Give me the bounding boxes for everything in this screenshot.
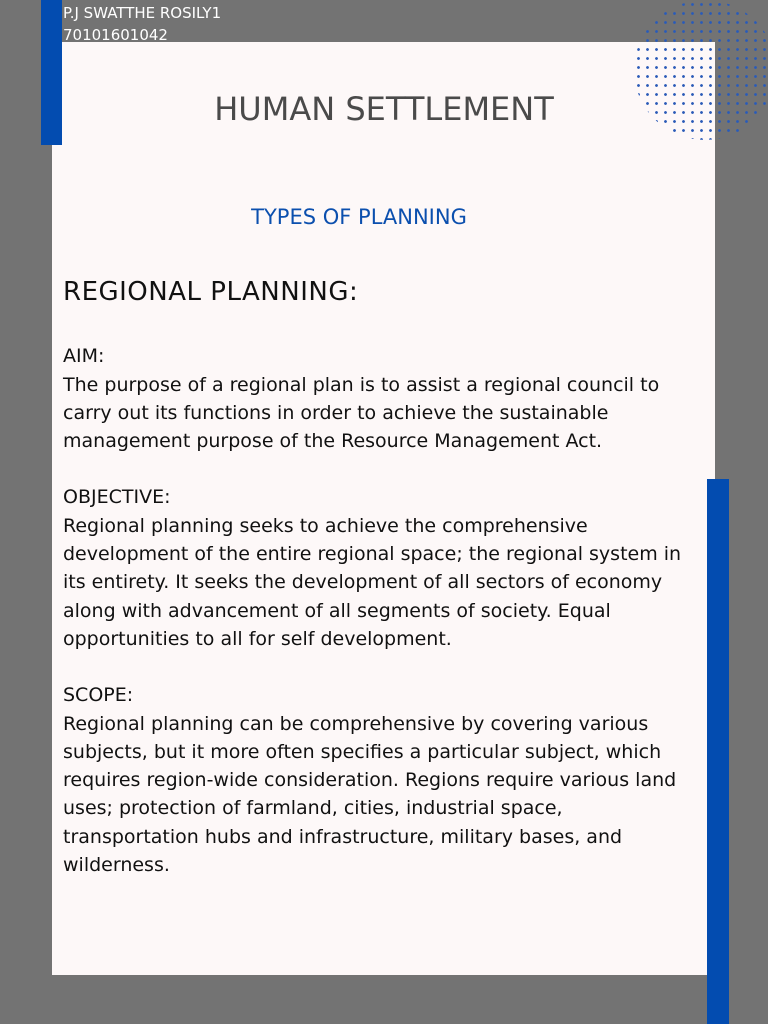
page-subtitle: TYPES OF PLANNING bbox=[251, 205, 467, 229]
right-accent-bar bbox=[707, 479, 729, 1024]
content bbox=[63, 278, 703, 907]
section-aim bbox=[63, 342, 703, 455]
author-id: 70101601042 bbox=[63, 26, 168, 44]
section-label: AIM: bbox=[63, 345, 105, 368]
section-label: OBJECTIVE: bbox=[63, 486, 171, 509]
section-text: Regional planning seeks to achieve the comprehensive development of the entire regional space; the regional system in its entirety. It seeks the development of all sectors of economy along with advancement of all segments of society. Equal opportunities to all for self development. bbox=[63, 514, 682, 650]
section-label: SCOPE: bbox=[63, 684, 134, 707]
author-name: P.J SWATTHE ROSILY1 bbox=[63, 4, 222, 22]
section-text: Regional planning can be comprehensive by covering various subjects, but it more often specifies a particular subject, which requires region-wide consideration. Regions require various land uses; protection of farmland, cities, industrial space, transportation hubs and infrastructure, military bases, and wilderness. bbox=[63, 712, 677, 877]
author-info bbox=[63, 2, 221, 46]
section-objective bbox=[63, 483, 703, 653]
section-heading: REGIONAL PLANNING: bbox=[63, 277, 359, 307]
section-text: The purpose of a regional plan is to assist a regional council to carry out its functions in order to achieve the sustainable management purpose of the Resource Management Act. bbox=[63, 373, 660, 453]
section-scope bbox=[63, 681, 703, 879]
page-title: HUMAN SETTLEMENT bbox=[214, 90, 554, 128]
